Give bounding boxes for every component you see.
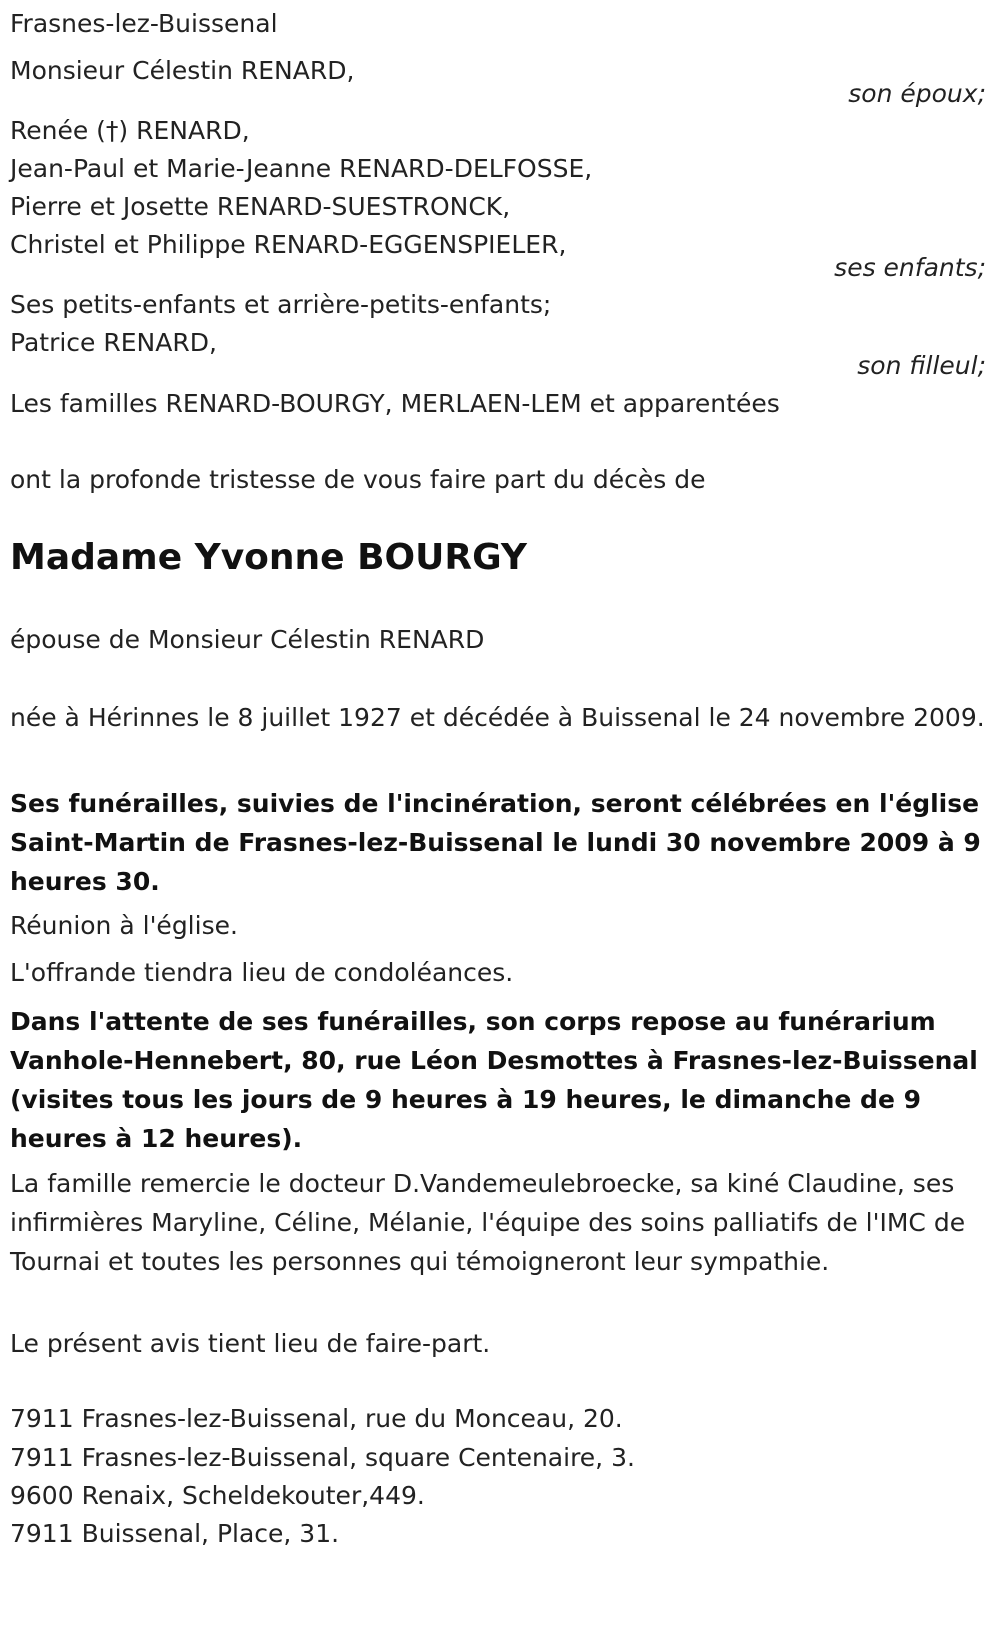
address-3: 9600 Renaix, Scheldekouter,449. [10,1481,425,1510]
child-2: Jean-Paul et Marie-Jeanne RENARD-DELFOSSE, [10,154,593,183]
child-4: Christel et Philippe RENARD-EGGENSPIELER, [10,230,567,259]
deceased-name: Madame Yvonne BOURGY [10,537,527,578]
godson-name: Patrice RENARD, [10,328,217,357]
child-3: Pierre et Josette RENARD-SUESTRONCK, [10,192,511,221]
spouse-role: son époux; [848,79,986,108]
address-2: 7911 Frasnes-lez-Buissenal, square Centenaire, 3. [10,1443,635,1472]
godson-role: son filleul; [857,351,986,380]
children-role: ses enfants; [834,253,986,282]
place-header: Frasnes-lez-Buissenal [10,9,278,38]
meeting-info: Réunion à l'église. [10,911,238,940]
announcement-intro: ont la profonde tristesse de vous faire part du décès de [10,465,706,494]
funeral-details: Ses funérailles, suivies de l'incinération, seront célébrées en l'église Saint-Martin de Frasnes-lez-Buissenal le lundi 30 novembre 2009 à 9 heures 30. [10,789,981,896]
birth-death-dates: née à Hérinnes le 8 juillet 1927 et décédée à Buissenal le 24 novembre 2009. [10,703,985,732]
address-4: 7911 Buissenal, Place, 31. [10,1519,340,1548]
related-families: Les familles RENARD-BOURGY, MERLAEN-LEM et apparentées [10,389,780,418]
funerarium-details: Dans l'attente de ses funérailles, son corps repose au funérarium Vanhole-Hennebert, 80, rue Léon Desmottes à Frasnes-lez-Buissenal (visites tous les jours de 9 heures à 19 heures, le dimanche de 9 heures à 12 heures). [10,1007,978,1153]
offering-info: L'offrande tiendra lieu de condoléances. [10,958,514,987]
family-thanks: La famille remercie le docteur D.Vandemeulebroecke, sa kiné Claudine, ses infirmières Maryline, Céline, Mélanie, l'équipe des soins palliatifs de l'IMC de Tournai et toutes les personnes qui témoigneront leur sympathie. [10,1169,966,1276]
notice-statement: Le présent avis tient lieu de faire-part. [10,1329,491,1358]
child-1: Renée (†) RENARD, [10,116,250,145]
spouse-name: Monsieur Célestin RENARD, [10,56,355,85]
grandchildren: Ses petits-enfants et arrière-petits-enfants; [10,290,552,319]
spouse-of: épouse de Monsieur Célestin RENARD [10,625,485,654]
address-1: 7911 Frasnes-lez-Buissenal, rue du Monceau, 20. [10,1404,623,1433]
